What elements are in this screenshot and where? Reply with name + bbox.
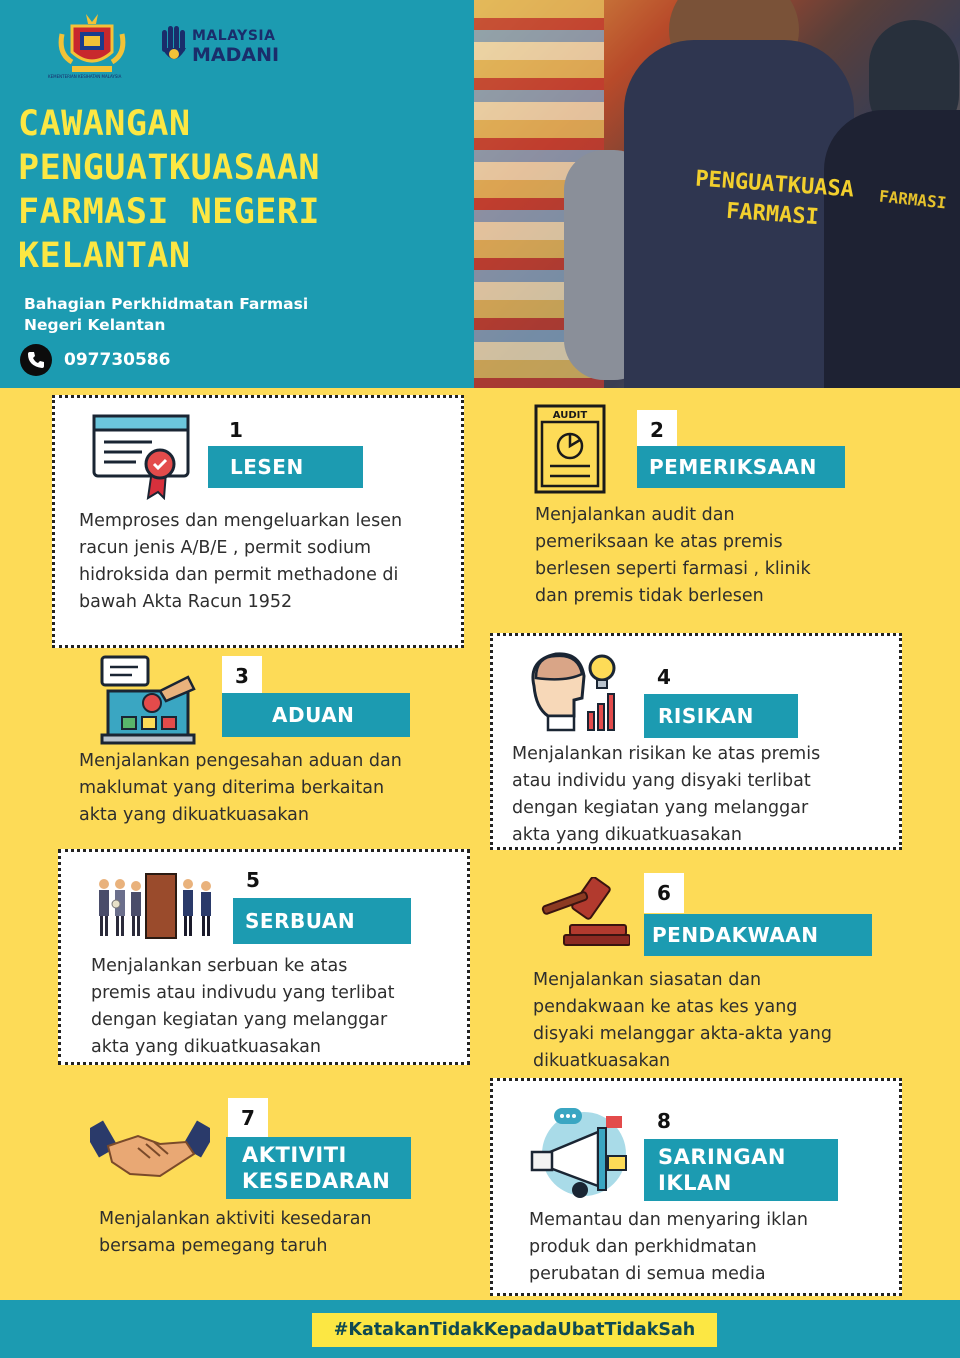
gavel-icon xyxy=(530,877,630,949)
item-number: 5 xyxy=(233,860,273,900)
coat-of-arms-logo xyxy=(58,14,126,78)
title-line: KELANTAN xyxy=(18,236,191,276)
item-description: Menjalankan siasatan dan pendakwaan ke atas kes yang disyaki melanggar akta-akta yang dikuatkuasakan xyxy=(533,970,832,1071)
madani-line1: MALAYSIA xyxy=(192,28,276,44)
raid-police-icon xyxy=(96,870,224,940)
item-description: Menjalankan pengesahan aduan dan maklumat yang diterima berkaitan akta yang dikuatkuasakan xyxy=(79,751,402,825)
vest-text xyxy=(692,165,855,236)
item-description: Menjalankan risikan ke atas premis atau individu yang disyaki terlibat dengan kegiatan yang melanggar akta yang dikuatkuasakan xyxy=(512,744,821,845)
second-officer-vest xyxy=(824,110,960,388)
item-description: Memproses dan mengeluarkan lesen racun jenis A/B/E , permit sodium hidroksida dan permit methadone di bawah Akta Racun 1952 xyxy=(79,511,403,612)
item-number: 6 xyxy=(644,873,684,913)
item-number: 3 xyxy=(222,656,262,696)
audit-icon-text: AUDIT xyxy=(552,410,588,421)
item-label-line: IKLAN xyxy=(658,1171,732,1195)
item-label-line: KESEDARAN xyxy=(242,1169,391,1193)
madani-line2: MADANI xyxy=(192,44,280,66)
license-certificate-icon xyxy=(92,414,192,500)
item-label xyxy=(644,1139,838,1201)
madani-hand-icon xyxy=(160,24,188,68)
logo-caption: KEMENTERIAN KESIHATAN MALAYSIA xyxy=(48,74,122,79)
item-label xyxy=(226,1137,411,1199)
item-number: 4 xyxy=(644,657,684,697)
item-number: 7 xyxy=(228,1098,268,1138)
subtitle-line: Bahagian Perkhidmatan Farmasi xyxy=(24,295,309,313)
phone-number[interactable]: 097730586 xyxy=(64,350,171,370)
handshake-icon xyxy=(90,1118,210,1182)
item-label-line: AKTIVITI xyxy=(242,1143,347,1167)
item-description: Memantau dan menyaring iklan produk dan perkhidmatan perubatan di semua media xyxy=(529,1210,808,1284)
item-label: SERBUAN xyxy=(233,898,411,944)
item-description: Menjalankan aktiviti kesedaran bersama pemegang taruh xyxy=(99,1209,372,1256)
item-label: PEMERIKSAAN xyxy=(637,446,845,488)
enforcement-officers-photo xyxy=(474,0,960,388)
megaphone-icon xyxy=(528,1106,634,1200)
item-number: 2 xyxy=(637,410,677,450)
item-label: RISIKAN xyxy=(644,694,798,738)
complaint-laptop-icon xyxy=(100,655,196,747)
malaysia-madani-logo xyxy=(158,24,288,70)
footer-hashtag: #KatakanTidakKepadaUbatTidakSah xyxy=(312,1313,717,1347)
title-line: PENGUATKUASAAN xyxy=(18,148,321,188)
item-description: Menjalankan audit dan pemeriksaan ke atas premis berlesen seperti farmasi , klinik dan premis tidak berlesen xyxy=(535,505,811,606)
audit-document-icon xyxy=(534,404,606,494)
intelligence-brain-icon xyxy=(526,646,618,734)
vest-text-line: FARMASI xyxy=(725,198,820,231)
item-label: PENDAKWAAN xyxy=(644,914,872,956)
item-label: ADUAN xyxy=(222,693,410,737)
item-number: 8 xyxy=(644,1101,684,1141)
vest-text-line: PENGUATKUASA xyxy=(694,166,855,203)
item-label: LESEN xyxy=(208,446,363,488)
vest-text-second: FARMASI xyxy=(878,186,948,213)
item-number: 1 xyxy=(216,410,256,450)
title-line: CAWANGAN xyxy=(18,104,191,144)
item-label-line: SARINGAN xyxy=(658,1145,787,1169)
header-banner xyxy=(0,0,960,388)
title-line: FARMASI NEGERI xyxy=(18,192,321,232)
phone-icon xyxy=(20,344,52,376)
subtitle xyxy=(24,294,308,336)
item-description: Menjalankan serbuan ke atas premis atau indivudu yang terlibat dengan kegiatan yang melanggar akta yang dikuatkuasakan xyxy=(91,956,395,1057)
subtitle-line: Negeri Kelantan xyxy=(24,316,166,334)
page-title xyxy=(18,102,458,278)
